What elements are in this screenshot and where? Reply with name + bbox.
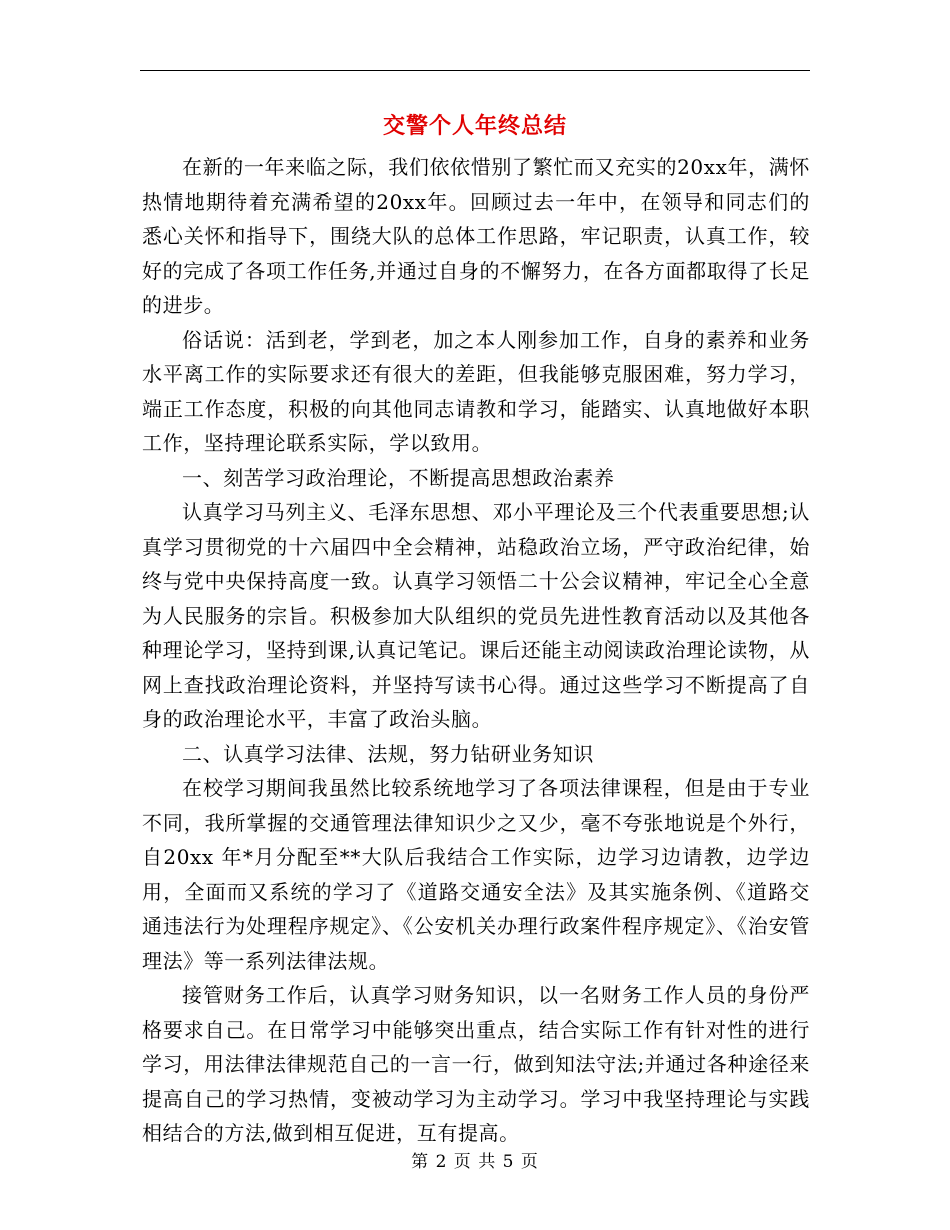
paragraph-political-study: 认真学习马列主义、毛泽东思想、邓小平理论及三个代表重要思想;认真学习贯彻党的十六届四中全会精神，站稳政治立场，严守政治纪律，始终与党中央保持高度一致。认真学习领悟二十公会议精神，牢记全心全意为人民服务的宗旨。积极参加大队组织的党员先进性教育活动以及其他各种理论学习，坚持到课,认真记笔记。课后还能主动阅读政治理论读物，从网上查找政治理论资料，并坚持写读书心得。通过这些学习不断提高了自身的政治理论水平，丰富了政治头脑。 bbox=[142, 500, 810, 731]
header-rule bbox=[140, 70, 810, 71]
page-footer: 第 2 页 共 5 页 bbox=[411, 1152, 539, 1172]
paragraph-finance-work: 接管财务工作后，认真学习财务知识，以一名财务工作人员的身份严格要求自己。在日常学习中能够突出重点，结合实际工作有针对性的进行学习，用法律法律规范自己的一言一行，做到知法守法;并通过各种途径来提高自己的学习热情，变被动学习为主动学习。学习中我坚持理论与实践相结合的方法,做到相互促进，互有提高。 bbox=[142, 983, 810, 1145]
paragraph-saying: 俗话说：活到老，学到老，加之本人刚参加工作，自身的素养和业务水平离工作的实际要求还有很大的差距，但我能够克服困难，努力学习，端正工作态度，积极的向其他同志请教和学习，能踏实、认真地做好本职工作，坚持理论联系实际，学以致用。 bbox=[142, 327, 810, 455]
paragraph-law-study: 在校学习期间我虽然比较系统地学习了各项法律课程，但是由于专业不同，我所掌握的交通管理法律知识少之又少，毫不夸张地说是个外行，自20xx 年*月分配至**大队后我结合工作实际，边学习边请教，边学边用，全面而又系统的学习了《道路交通安全法》及其实施条例、《道路交通违法行为处理程序规定》、《公安机关办理行政案件程序规定》、《治安管理法》等一系列法律法规。 bbox=[142, 776, 810, 973]
document-body bbox=[142, 150, 810, 1151]
document-title: 交警个人年终总结 bbox=[382, 113, 567, 139]
paragraph-intro: 在新的一年来临之际，我们依依惜别了繁忙而又充实的20xx年，满怀热情地期待着充满希望的20xx年。回顾过去一年中，在领导和同志们的悉心关怀和指导下，围绕大队的总体工作思路，牢记职责，认真工作，较好的完成了各项工作任务,并通过自身的不懈努力，在各方面都取得了长足的进步。 bbox=[142, 155, 810, 317]
section-heading-1: 一、刻苦学习政治理论，不断提高思想政治素养 bbox=[182, 465, 615, 490]
section-heading-2: 二、认真学习法律、法规，努力钻研业务知识 bbox=[182, 741, 594, 766]
